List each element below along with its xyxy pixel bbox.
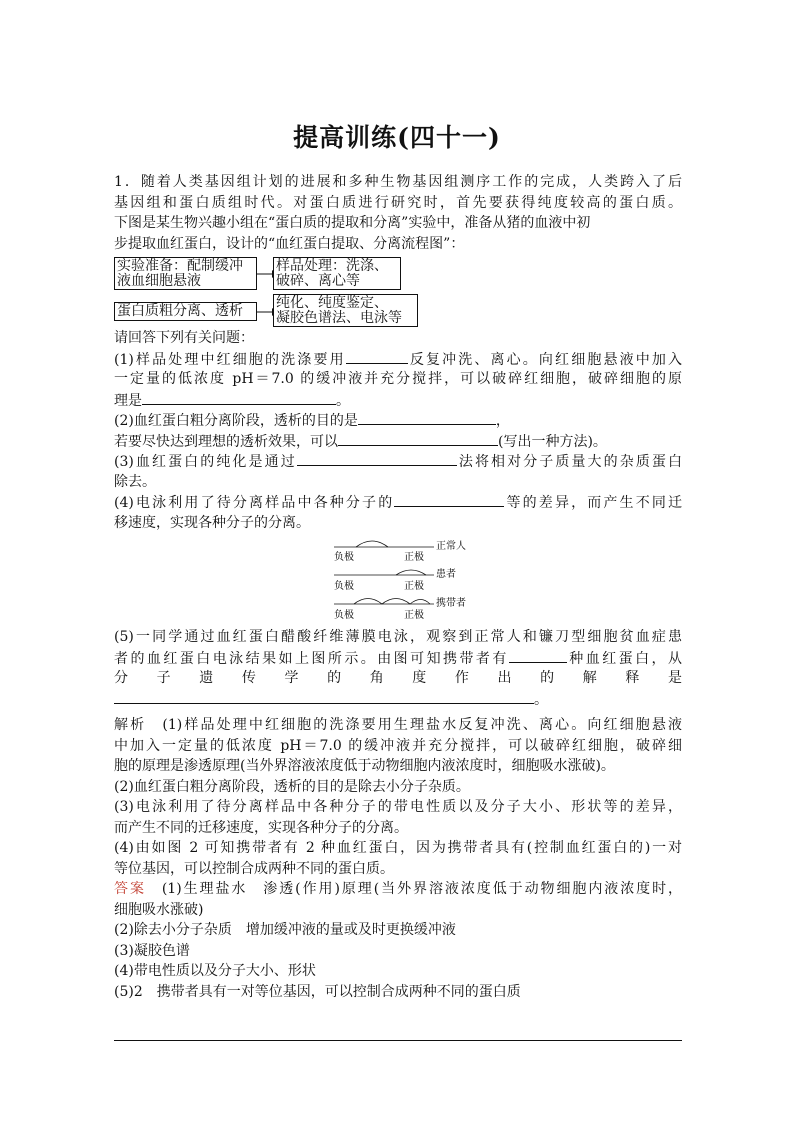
flow-box-text: 破碎、离心等 [276,273,360,289]
footer-divider [114,1040,682,1041]
flowchart-row-2 [114,292,682,328]
answer-blank[interactable] [394,492,504,507]
analysis-line: 胞的原理是渗透原理(当外界溶液浓度低于动物细胞内液浓度时，细胞吸水涨破)。 [114,758,615,774]
q4-text: (4)电泳利用了待分离样品中各种分子的 [114,495,395,511]
answer-line: (2)除去小分子杂质 增加缓冲液的量或及时更换缓冲液 [114,922,456,938]
band-carrier [354,599,430,605]
answer-blank[interactable] [338,431,498,446]
page-title: 提高训练(四十一) [293,123,501,152]
neg-label: 负极 [334,552,354,563]
answer-line [114,879,682,900]
q1-line [114,390,682,411]
analysis-text: (1)样品处理中红细胞的洗涤要用生理盐水反复冲洗、离心。向红细胞悬液 [162,717,682,733]
intro-line: 下图是某生物兴趣小组在“蛋白质的提取和分离”实验中，准备从猪的血液中初 [114,215,591,231]
analysis-line: 而产生不同的迁移速度，实现各种分子的分离。 [114,819,408,836]
q2-text: (写出一种方法)。 [498,433,607,450]
q2-text: (2)血红蛋白粗分离阶段，透析的目的是 [114,413,358,429]
flow-box-sample [273,257,401,290]
q2-text: 若要尽快达到理想的透析效果，可以 [114,433,338,450]
q4-line [114,492,682,513]
flow-box-text: 凝胶色谱法、电泳等 [276,310,402,326]
flowchart-row-1 [114,254,682,292]
electrophoresis-figure [324,533,684,627]
answer-blank[interactable] [509,648,567,663]
q3-line: 除去。 [114,473,156,490]
q5-line: 分子遗传学的角度作出的解释是 [114,670,682,686]
intro-line: 基因组和蛋白质组时代。对蛋白质进行研究时，首先要获得纯度较高的蛋白质。 [114,194,682,211]
analysis-line: (2)血红蛋白粗分离阶段，透析的目的是除去小分子杂质。 [114,778,470,795]
band-patient [396,570,426,575]
row-label-carrier: 携带者 [436,598,466,609]
analysis-line: 等位基因，可以控制合成两种不同的蛋白质。 [114,860,394,877]
flow-box-text: 液血细胞悬液 [117,273,201,289]
answer-line: 细胞吸水涨破) [114,901,204,918]
pos-label: 正极 [404,552,424,563]
intro-line: 1．随着人类基因组计划的进展和多种生物基因组测序工作的完成，人类跨入了后 [114,174,682,190]
electrophoresis-diagram [114,533,682,627]
answer-label: 答案 [114,881,146,897]
q4-text: 等的差异，而产生不同迁 [504,495,682,511]
flow-box-separation [114,302,257,321]
q2-text: ， [495,413,510,429]
q5-text: 种血红蛋白，从 [566,650,682,667]
flow-box-text: 实验准备：配制缓冲 [117,258,243,274]
analysis-line: (3)电泳利用了待分离样品中各种分子的带电性质以及分子大小、形状等的差异， [114,799,682,815]
q1-line [114,349,682,370]
q5-text: 。 [534,691,548,708]
neg-label: 负极 [334,581,354,592]
intro-line: 步提取血红蛋白，设计的“血红蛋白提取、分离流程图”： [114,235,465,252]
q1-text: 理是 [114,392,142,409]
answer-line: (5)2 携带者具有一对等位基因，可以控制合成两种不同的蛋白质 [114,983,521,1000]
q1-text: 。 [336,392,350,409]
answer-blank[interactable] [297,451,457,466]
q3-text: (3)血红蛋白的纯化是通过 [114,454,297,470]
analysis-line: 中加入一定量的低浓度 pH＝7.0 的缓冲液并充分搅拌，可以破碎红细胞，破碎细 [114,737,682,754]
analysis-label: 解析 [114,717,147,733]
answer-blank[interactable] [114,689,534,704]
q5-text: 者的血红蛋白电泳结果如上图所示。由图可知携带者有 [114,650,509,667]
neg-label: 负极 [334,610,354,621]
q2-line [114,431,682,452]
prompt-text: 请回答下列有关问题： [114,330,254,346]
answer-line: (4)带电性质以及分子大小、形状 [114,963,316,979]
row-label-patient: 患者 [436,569,456,580]
question-content [114,172,682,1002]
answer-text: (1)生理盐水 渗透(作用)原理(当外界溶液浓度低于动物细胞内液浓度时， [161,881,682,897]
q1-text: (1)样品处理中红细胞的洗涤要用 [114,351,346,368]
flow-box-preparation [114,257,257,290]
q4-line: 移速度，实现各种分子的分离。 [114,514,310,531]
pos-label: 正极 [404,610,424,621]
flow-box-purification [273,294,418,327]
row-label-normal: 正常人 [436,541,466,552]
flow-box-text: 蛋白质粗分离、透析 [117,303,243,319]
answer-blank[interactable] [142,390,336,405]
flow-box-text: 样品处理：洗涤、 [276,258,388,274]
answer-line: (3)凝胶色谱 [114,942,190,959]
q3-text: 法将相对分子质量大的杂质蛋白 [456,454,682,470]
q1-text: 反复冲洗、离心。向红细胞悬液中加入 [407,351,682,368]
analysis-line: (4)由如图 2 可知携带者有 2 种血红蛋白，因为携带者具有(控制血红蛋白的)一对 [114,840,682,856]
answer-blank[interactable] [358,410,496,425]
q5-line [114,648,682,669]
q5-line: (5)一同学通过血红蛋白醋酸纤维薄膜电泳，观察到正常人和镰刀型细胞贫血症患 [114,629,682,645]
band-normal [356,541,388,547]
q5-line [114,689,682,710]
answer-blank[interactable] [346,349,408,364]
analysis-line [114,715,682,736]
flow-box-text: 纯化、纯度鉴定、 [276,295,388,311]
q1-line: 一定量的低浓度 pH＝7.0 的缓冲液并充分搅拌，可以破碎红细胞，破碎细胞的原 [114,371,682,387]
q2-line [114,410,682,431]
q3-line [114,451,682,472]
pos-label: 正极 [404,581,424,592]
